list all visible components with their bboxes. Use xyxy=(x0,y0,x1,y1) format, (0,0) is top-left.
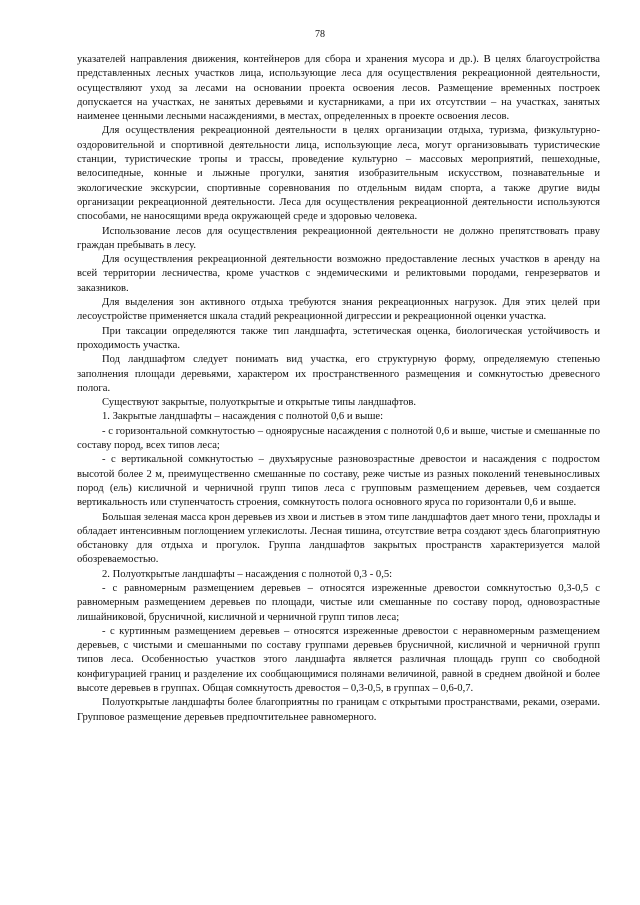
paragraph: Использование лесов для осуществления рекреационной деятельности не должно препятствовать праву граждан пребывать в лесу. xyxy=(77,225,600,251)
body-text xyxy=(77,53,600,725)
paragraph: При таксации определяются также тип ландшафта, эстетическая оценка, биологическая устойчивость и проходимость участка. xyxy=(77,325,600,351)
paragraph: Под ландшафтом следует понимать вид участка, его структурную форму, определяемую степенью заполнения площади деревьями, характером их пространственного размещения и сомкнутостью древесного полога. xyxy=(77,354,600,394)
paragraph: Для осуществления рекреационной деятельности возможно предоставление лесных участков в аренду на всей территории лесничества, кроме участков с эндемическими и реликтовыми породами, генрезерватов и заказников. xyxy=(77,254,600,294)
paragraph: Существуют закрытые, полуоткрытые и открытые типы ландшафтов. xyxy=(102,397,417,409)
paragraph: Большая зеленая масса крон деревьев из хвои и листьев в этом типе ландшафтов дает много тени, прохлады и обладает интенсивным поглощением углекислоты. Лесная тишина, отсутствие ветра создают здесь благоприятную обстановку для отдыха и прогулок. Группа ландшафтов закрытых пространств характеризуется малой обозреваемостью. xyxy=(77,511,600,566)
paragraph: указателей направления движения, контейнеров для сбора и хранения мусора и др.). В целях благоустройства представленных лесных участков лица, использующие леса для осуществления рекреационной деятельности, осуществляют уход за лесами на основании проекта освоения лесов. Размещение временных построек допускается на участках, не занятых деревьями и кустарниками, а при их отсутствии – на участках, занятых наименее ценными лесными насаждениями, в местах, определенных в проекте освоения лесов. xyxy=(77,54,600,123)
list-item: - с горизонтальной сомкнутостью – одноярусные насаждения с полнотой 0,6 и выше, чистые и смешанные по составу пород, всех типов леса; xyxy=(77,425,600,452)
list-item: - с равномерным размещением деревьев – относятся изреженные древостои сомкнутостью 0,3-0,5 с равномерным размещением деревьев по площади, чистые или смешанные по составу пород, одновозрастные лишайниковой, брусничной, кисличной и черничной групп типов леса; xyxy=(77,582,600,623)
list-heading: 2. Полуоткрытые ландшафты – насаждения с полнотой 0,3 - 0,5: xyxy=(102,568,393,580)
paragraph: Для осуществления рекреационной деятельности в целях организации отдыха, туризма, физкультурно-оздоровительной и спортивной деятельности лица, использующие леса, могут организовывать туристические станции, туристические тропы и трассы, проведение культурно – массовых мероприятий, пешеходные, велосипедные, конные и лыжные прогулки, занятия изобразительным искусством, познавательные и экологические экскурсии, спортивные соревнования по отдельным видам спорта, а также другие виды организации рекреационной деятельности. Леса для осуществления рекреационной деятельности используются способами, не наносящими вреда окружающей среде и здоровью человека. xyxy=(77,125,600,223)
list-item: - с вертикальной сомкнутостью – двухъярусные разновозрастные древостои и насаждения с подростом высотой более 2 м, преимущественно смешанные по составу, реже чистые из разных поколений теневыносливых пород (ель) кисличной и черничной групп типов леса с групповым размещением деревьев, чем создается вертикальность или ступенчатость строения, сомкнутость полога основного яруса по горизонтали 0,6 и выше. xyxy=(77,454,600,509)
page-number: 78 xyxy=(315,29,325,40)
paragraph: Полуоткрытые ландшафты более благоприятны по границам с открытыми пространствами, реками, озерами. Групповое размещение деревьев предпочтительнее равномерного. xyxy=(77,697,600,723)
paragraph: Для выделения зон активного отдыха требуются знания рекреационных нагрузок. Для этих целей при лесоустройстве применяется шкала стадий рекреационной дигрессии и рекреационной оценки участка. xyxy=(77,297,600,323)
list-heading: 1. Закрытые ландшафты – насаждения с полнотой 0,6 и выше: xyxy=(102,411,384,423)
list-item: - с куртинным размещением деревьев – относятся изреженные древостои с неравномерным размещением деревьев, с чистыми и смешанными по составу группами деревьев брусничной, кисличной и черничной групп типов леса. Особенностью участков этого ландшафта является различная площадь групп со свободной конфигурацией границ и разделение их сообщающимися полянами величиной, равной в среднем двойной и более высоте деревьев в группах. Общая сомкнутость древостоя – 0,3-0,5, в группах – 0,6-0,7. xyxy=(77,625,600,695)
